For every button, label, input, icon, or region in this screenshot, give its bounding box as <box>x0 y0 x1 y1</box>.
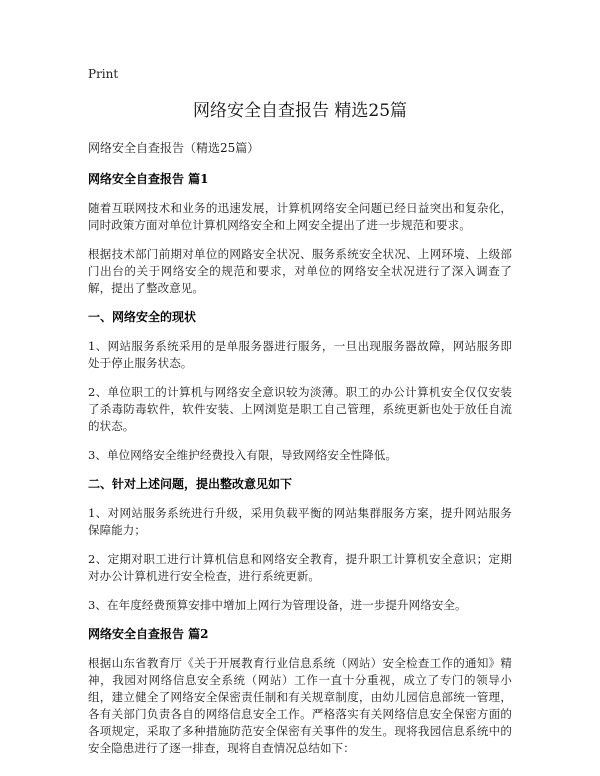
section-heading: 网络安全自查报告 篇1 <box>88 172 209 186</box>
section-2 <box>88 309 512 464</box>
paragraph: 3、在年度经费预算安排中增加上网行为管理设备，进一步提升网络安全。 <box>88 598 467 612</box>
paragraph: 1、对网站服务系统进行升级，采用负载平衡的网站集群服务方案，提升网站服务保障能力； <box>88 506 512 537</box>
paragraph: 根据技术部门前期对单位的网路安全状况、服务系统安全状况、上网环境、上级部门出台的关于网络安全的规范和要求，对单位的网络安全状况进行了深入调查了解，提出了整改意见。 <box>88 247 512 295</box>
document-subtitle: 网络安全自查报告（精选25篇） <box>88 141 260 155</box>
paragraph: 2、单位职工的计算机与网络安全意识较为淡薄。职工的办公计算机安全仅仅安装了杀毒防毒软件，软件安装、上网浏览是职工自己管理，系统更新也处于放任自流的状态。 <box>88 385 512 433</box>
section-heading: 二、针对上述问题，提出整改意见如下 <box>88 477 293 491</box>
paragraph: 1、网站服务系统采用的是单服务器进行服务，一旦出现服务器故障，网站服务即处于停止服务状态。 <box>88 339 512 370</box>
section-1 <box>88 171 512 297</box>
paragraph: 3、单位网络安全维护经费投入有限，导致网络安全性降低。 <box>88 448 398 462</box>
print-label[interactable]: Print <box>88 67 119 81</box>
paragraph: 根据山东省教育厅《关于开展教育行业信息系统（网站）安全检查工作的通知》精神，我园对网络信息安全系统（网站）工作一直十分重视，成立了专门的领导小组，建立健全了网络安全保密责任制和有关规章制度，由幼儿园信息部统一管理，各有关部门负责各自的网络信息安全工作。严格落实有关网络信息安全保密方面的各项规定，采取了多种措施防范安全保密有关事件的发生。现将我园信息系统中的安全隐患进行了逐一排查，现将自查情况总结如下： <box>88 656 512 755</box>
section-heading: 一、网络安全的现状 <box>88 310 197 324</box>
paragraph: 随着互联网技术和业务的迅速发展，计算机网络安全问题已经日益突出和复杂化，同时政策方面对单位计算机网络安全和上网安全提出了进一步规范和要求。 <box>88 201 512 232</box>
section-3 <box>88 476 512 614</box>
section-4 <box>88 626 512 757</box>
section-heading: 网络安全自查报告 篇2 <box>88 627 209 641</box>
document-title: 网络安全自查报告 精选25篇 <box>192 101 408 121</box>
paragraph: 2、定期对职工进行计算机信息和网络安全教育，提升职工计算机安全意识；定期对办公计算机进行安全检查，进行系统更新。 <box>88 552 512 583</box>
